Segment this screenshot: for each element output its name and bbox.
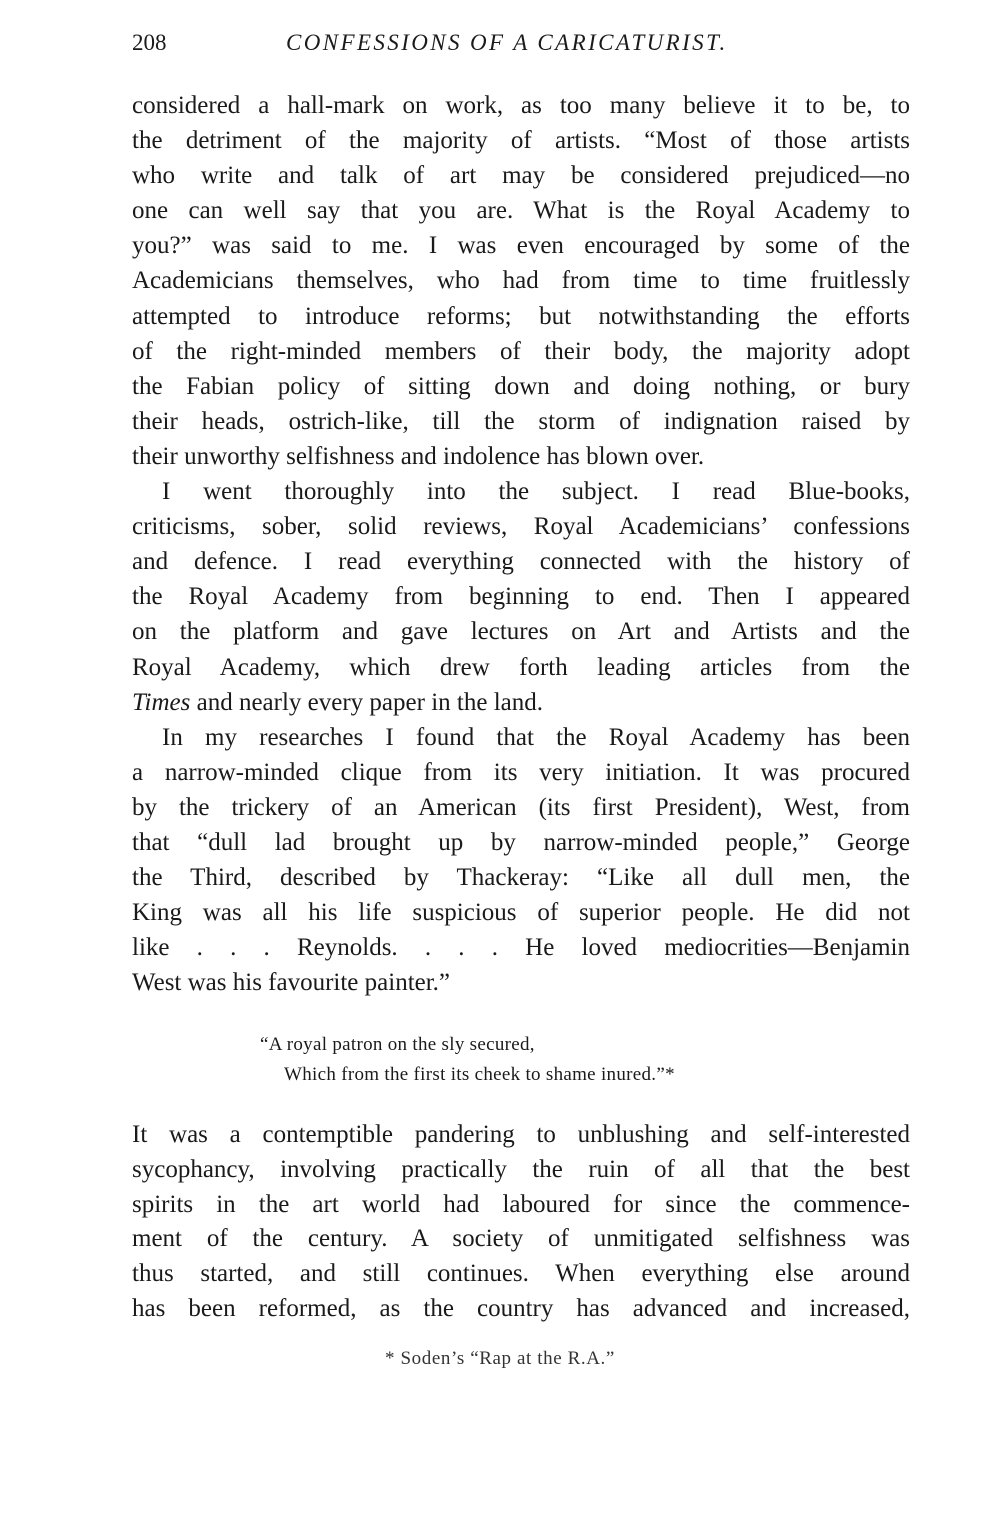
text-line: ment of the century. A society of unmitigated selfishness was xyxy=(132,1225,910,1253)
text-line: sycophancy, involving practically the ruin of all that the best xyxy=(132,1155,910,1183)
text-line: has been reformed, as the country has advanced and increased, xyxy=(132,1294,910,1322)
text-line: by the trickery of an American (its first President), West, from xyxy=(132,793,910,821)
text-line: I went thoroughly into the subject. I read Blue-books, xyxy=(162,478,910,506)
text-line: criticisms, sober, solid reviews, Royal Academicians’ confessions xyxy=(132,513,910,541)
italic-title-times: Times xyxy=(132,688,191,716)
text-line: Royal Academy, which drew forth leading articles from the xyxy=(132,653,910,681)
text-line: and defence. I read everything connected with the history of xyxy=(132,548,910,576)
text-line xyxy=(132,685,910,720)
text-line: on the platform and gave lectures on Art and Artists and the xyxy=(132,618,910,646)
text-line: Academicians themselves, who had from time to time fruitlessly xyxy=(132,267,910,295)
text-line-rest: and nearly every paper in the land. xyxy=(190,688,543,716)
text-line: West was his favourite painter.” xyxy=(132,969,451,997)
text-line: In my researches I found that the Royal Academy has been xyxy=(162,723,910,751)
text-line: like . . . Reynolds. . . . He loved mediocrities—Benjamin xyxy=(132,934,910,962)
paragraph xyxy=(132,1118,910,1327)
body-text-continued xyxy=(132,1118,910,1327)
paragraph-continued xyxy=(132,509,910,720)
text-line: spirits in the art world had laboured for since the commence- xyxy=(132,1190,910,1218)
text-line: the Royal Academy from beginning to end. Then I appeared xyxy=(132,583,910,611)
verse-quotation xyxy=(260,1030,675,1090)
paragraph xyxy=(132,720,910,755)
paragraph xyxy=(132,474,910,509)
body-text xyxy=(132,88,910,1000)
text-line: a narrow-minded clique from its very initiation. It was procured xyxy=(132,758,910,786)
text-line: considered a hall-mark on work, as too many believe it to be, to xyxy=(132,92,910,119)
page-number: 208 xyxy=(132,30,167,55)
footnote: * Soden’s “Rap at the R.A.” xyxy=(385,1348,615,1369)
text-line: the Fabian policy of sitting down and doing nothing, or bury xyxy=(132,372,910,400)
text-line: attempted to introduce reforms; but notwithstanding the efforts xyxy=(132,302,910,330)
text-line: you?” was said to me. I was even encouraged by some of the xyxy=(132,232,910,260)
text-line: who write and talk of art may be considered prejudiced—no xyxy=(132,162,910,190)
paragraph xyxy=(132,88,910,474)
text-line: the Third, described by Thackeray: “Like all dull men, the xyxy=(132,864,910,892)
text-line: that “dull lad brought up by narrow-minded people,” George xyxy=(132,828,910,856)
text-line: of the right-minded members of their body, the majority adopt xyxy=(132,337,910,365)
text-line: their heads, ostrich-like, till the storm of indignation raised by xyxy=(132,407,910,435)
text-line: It was a contemptible pandering to unblushing and self-interested xyxy=(132,1121,910,1148)
text-line: thus started, and still continues. When everything else around xyxy=(132,1260,910,1288)
verse-line: Which from the first its cheek to shame inured.”* xyxy=(284,1064,675,1085)
running-head xyxy=(132,30,910,64)
paragraph-continued xyxy=(132,755,910,1001)
running-title: CONFESSIONS OF A CARICATURIST. xyxy=(286,30,728,55)
text-line: King was all his life suspicious of superior people. He did not xyxy=(132,899,910,927)
text-line: their unworthy selfishness and indolence has blown over. xyxy=(132,442,705,470)
text-line: the detriment of the majority of artists. “Most of those artists xyxy=(132,127,910,155)
text-line: one can well say that you are. What is the Royal Academy to xyxy=(132,197,910,225)
verse-line: “A royal patron on the sly secured, xyxy=(260,1034,535,1055)
